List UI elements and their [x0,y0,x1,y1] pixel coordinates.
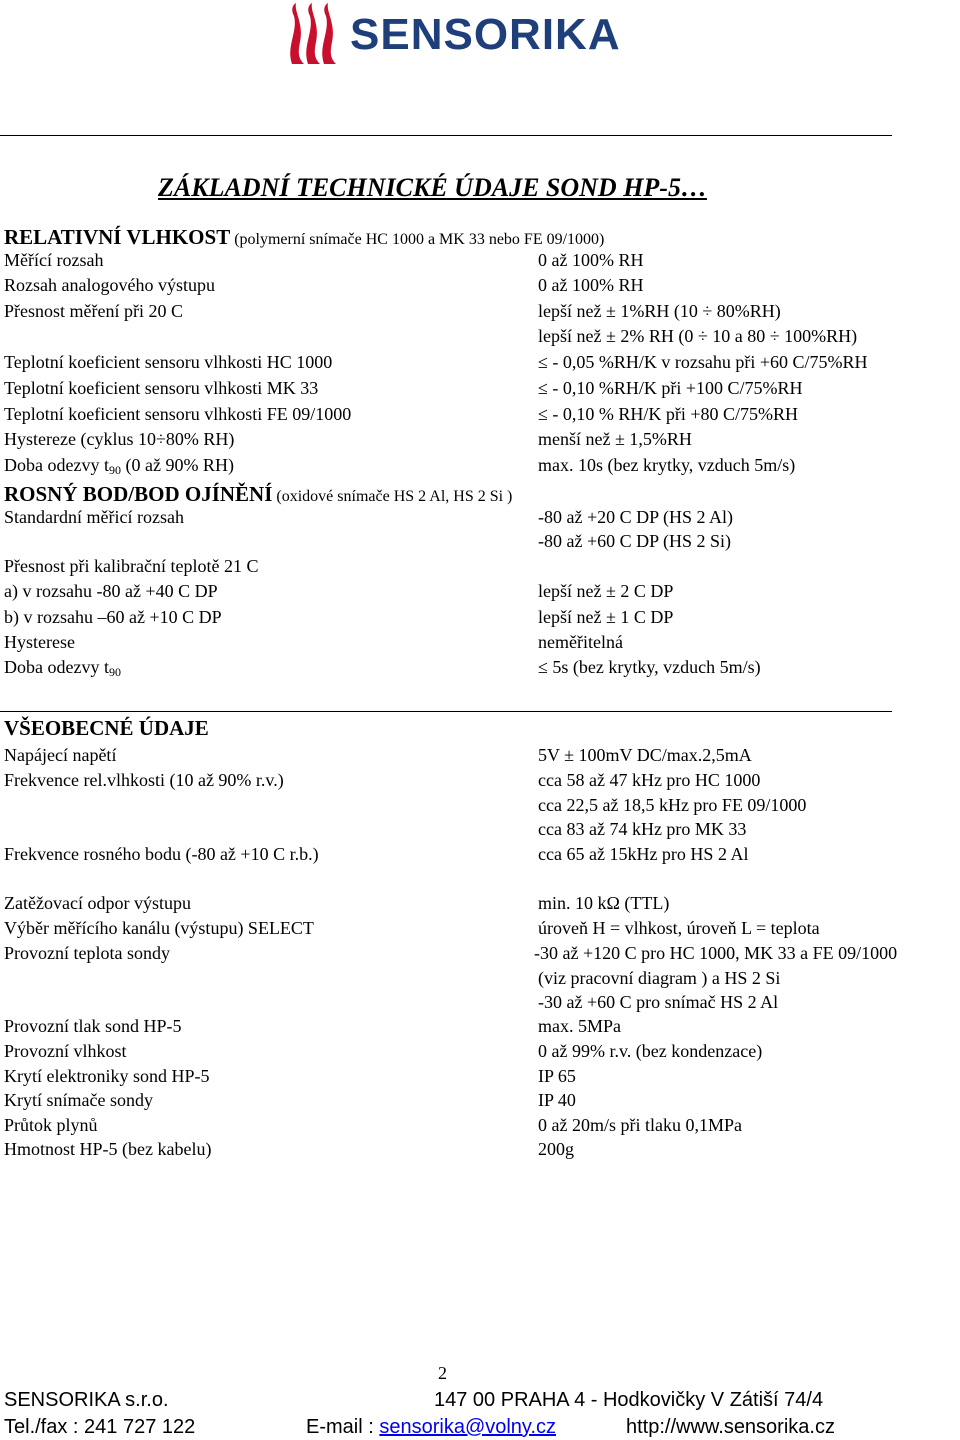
header-rule [0,135,892,136]
footer-company: SENSORIKA s.r.o. [4,1389,169,1411]
general-row-label: Provozní tlak sond HP-5 [4,1016,182,1036]
humidity-heading-text: RELATIVNÍ VLHKOST [4,225,231,249]
humidity-row-value: lepší než ± 1%RH (10 ÷ 80%RH) [538,301,781,321]
general-row-label: Krytí elektroniky sond HP-5 [4,1066,210,1086]
general-row-value: cca 65 až 15kHz pro HS 2 Al [538,844,749,864]
dewpoint-heading-text: ROSNÝ BOD/BOD OJÍNĚNÍ [4,482,273,506]
flame-logo-icon [284,2,348,66]
logo-text: SENSORIKA [350,10,621,59]
dewpoint-row-value: neměřitelná [538,632,623,652]
general-row-value: 0 až 99% r.v. (bez kondenzace) [538,1041,763,1061]
footer-email-label: E-mail : [306,1416,380,1438]
humidity-row-value: menší než ± 1,5%RH [538,429,692,449]
section-rule [0,711,892,712]
email-link[interactable]: sensorika@volny.cz [379,1416,557,1438]
dewpoint-row-label: a) v rozsahu -80 až +40 C DP [4,581,218,601]
label-text: Doba odezvy t [4,455,109,475]
general-row-value: cca 22,5 až 18,5 kHz pro FE 09/1000 [538,795,807,815]
humidity-row-value: 0 až 100% RH [538,250,644,270]
general-row-label: Zatěžovací odpor výstupu [4,893,191,913]
humidity-row-value: ≤ - 0,05 %RH/K v rozsahu při +60 C/75%RH [538,352,868,372]
dewpoint-heading-note: (oxidové snímače HS 2 Al, HS 2 Si ) [276,488,513,505]
general-row-label: Provozní vlhkost [4,1041,127,1061]
label-text: Doba odezvy t [4,657,109,677]
dewpoint-row-value: lepší než ± 2 C DP [538,581,674,601]
humidity-row-label: Rozsah analogového výstupu [4,275,215,295]
dewpoint-heading [4,482,512,507]
dewpoint-row-label [4,656,121,683]
general-row-value: -30 až +60 C pro snímač HS 2 Al [538,992,779,1012]
general-row-value: 200g [538,1139,574,1159]
footer-phone: Tel./fax : 241 727 122 [4,1416,196,1438]
general-row-label: Napájecí napětí [4,745,117,765]
humidity-row-label: Měřící rozsah [4,250,104,270]
humidity-row-label: Hystereze (cyklus 10÷80% RH) [4,429,235,449]
dewpoint-row-label: Hysterese [4,632,75,652]
humidity-row-label [4,454,234,481]
humidity-row-label: Teplotní koeficient sensoru vlhkosti MK 33 [4,378,319,398]
humidity-row-label: Přesnost měření při 20 C [4,301,183,321]
humidity-row-value: lepší než ± 2% RH (0 ÷ 10 a 80 ÷ 100%RH) [538,326,858,346]
label-suffix: (0 až 90% RH) [120,455,234,475]
dewpoint-row-value: lepší než ± 1 C DP [538,607,674,627]
dewpoint-row-label: Přesnost při kalibrační teplotě 21 C [4,556,259,576]
dewpoint-row-value: -80 až +20 C DP (HS 2 Al) [538,507,733,527]
dewpoint-row-value: ≤ 5s (bez krytky, vzduch 5m/s) [538,657,761,677]
footer-address: 147 00 PRAHA 4 - Hodkovičky V Zátiší 74/4 [434,1389,824,1411]
general-row-value: max. 5MPa [538,1016,621,1036]
general-row-label: Provozní teplota sondy [4,943,170,963]
footer-email [306,1416,556,1439]
general-row-value: (viz pracovní diagram ) a HS 2 Si [538,968,781,988]
humidity-heading-note: (polymerní snímače HC 1000 a MK 33 nebo FE 09/1000) [234,231,605,248]
general-row-value: IP 65 [538,1066,576,1086]
label-subscript: 90 [108,665,121,679]
general-row-label: Frekvence rosného bodu (-80 až +10 C r.b.) [4,844,319,864]
humidity-row-value: max. 10s (bez krytky, vzduch 5m/s) [538,455,796,475]
humidity-row-value: ≤ - 0,10 % RH/K při +80 C/75%RH [538,404,799,424]
general-heading: VŠEOBECNÉ ÚDAJE [4,716,209,740]
dewpoint-row-label: b) v rozsahu –60 až +10 C DP [4,607,222,627]
humidity-row-value: 0 až 100% RH [538,275,644,295]
humidity-row-label: Teplotní koeficient sensoru vlhkosti FE 09/1000 [4,404,352,424]
general-row-label: Hmotnost HP-5 (bez kabelu) [4,1139,212,1159]
label-subscript: 90 [108,463,121,477]
humidity-heading [4,225,604,250]
page-title: ZÁKLADNÍ TECHNICKÉ ÚDAJE SOND HP-5… [158,173,707,202]
general-row-label: Průtok plynů [4,1115,98,1135]
humidity-row-label: Teplotní koeficient sensoru vlhkosti HC 1000 [4,352,333,372]
general-row-value: úroveň H = vlhkost, úroveň L = teplota [538,918,820,938]
dewpoint-row-value: -80 až +60 C DP (HS 2 Si) [538,531,731,551]
general-row-label: Frekvence rel.vlhkosti (10 až 90% r.v.) [4,770,284,790]
general-row-value: -30 až +120 C pro HC 1000, MK 33 a FE 09/1000 [534,943,898,963]
general-row-value: min. 10 kΩ (TTL) [538,893,670,913]
general-row-label: Krytí snímače sondy [4,1090,153,1110]
general-row-value: cca 83 až 74 kHz pro MK 33 [538,819,747,839]
general-row-value: IP 40 [538,1090,576,1110]
general-row-value: cca 58 až 47 kHz pro HC 1000 [538,770,761,790]
humidity-row-value: ≤ - 0,10 %RH/K při +100 C/75%RH [538,378,803,398]
footer-web[interactable]: http://www.sensorika.cz [626,1416,835,1438]
general-row-label: Výběr měřícího kanálu (výstupu) SELECT [4,918,314,938]
general-row-value: 5V ± 100mV DC/max.2,5mA [538,745,752,765]
page-number: 2 [438,1363,447,1383]
dewpoint-row-label: Standardní měřicí rozsah [4,507,184,527]
general-row-value: 0 až 20m/s při tlaku 0,1MPa [538,1115,742,1135]
